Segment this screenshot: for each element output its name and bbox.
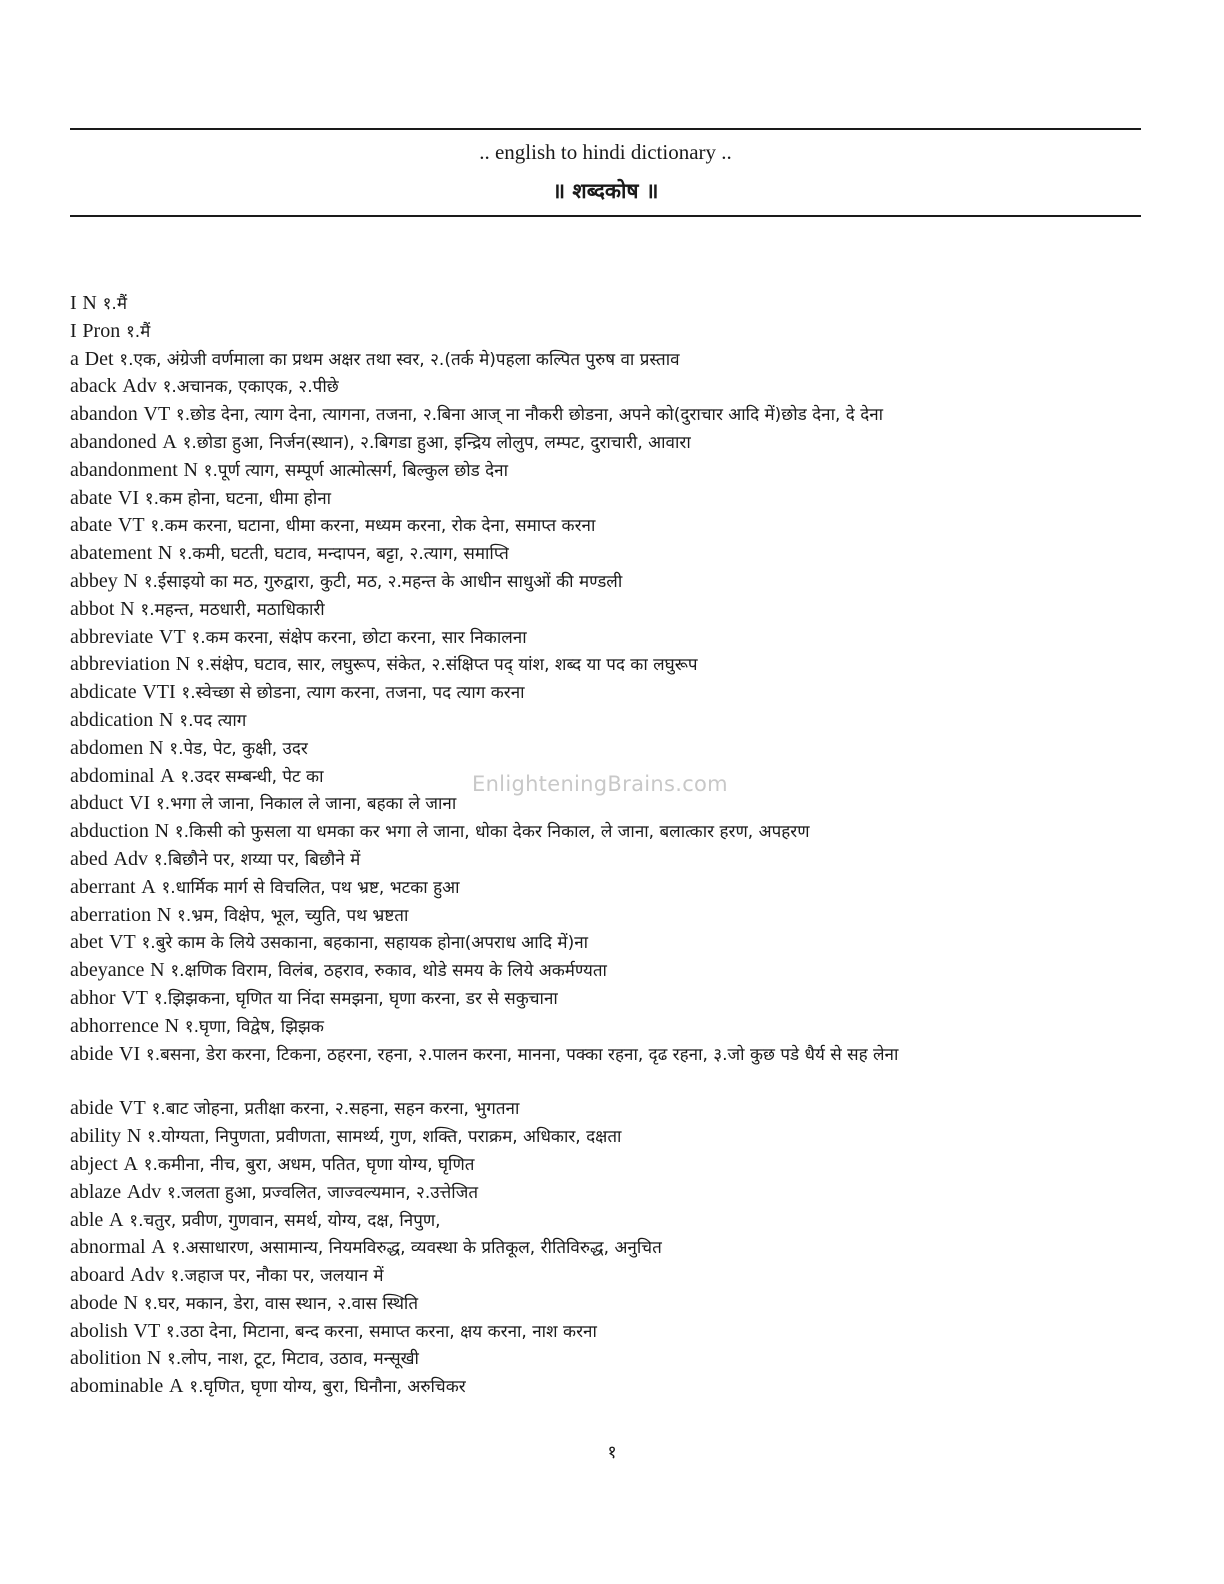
entry-part-of-speech: A	[160, 764, 175, 787]
entry-part-of-speech: VT	[121, 986, 148, 1009]
entry-part-of-speech: VT	[133, 1319, 161, 1342]
entry-definition: १.बाट जोहना, प्रतीक्षा करना, २.सहना, सहन करना, भुगतना	[151, 1099, 520, 1120]
entry-part-of-speech: N	[159, 708, 174, 731]
entry-definition: १.पेड, पेट, कुक्षी, उदर	[169, 738, 308, 759]
dictionary-entry	[70, 373, 1145, 401]
entry-definition: १.छोडा हुआ, निर्जन(स्थान), २.बिगडा हुआ, इन्द्रिय लोलुप, लम्पट, दुराचारी, आवारा	[182, 432, 691, 453]
entry-part-of-speech: VT	[159, 625, 186, 648]
entry-headword: able	[70, 1208, 104, 1231]
entry-headword: abolish	[70, 1319, 128, 1342]
dictionary-entry	[70, 1234, 1145, 1262]
entry-headword: abdominal	[70, 764, 155, 787]
entry-definition: १.भ्रम, विक्षेप, भूल, च्युति, पथ भ्रष्टता	[177, 905, 409, 926]
entry-definition: १.कम करना, संक्षेप करना, छोटा करना, सार निकालना	[191, 627, 527, 648]
entry-part-of-speech: N	[123, 1291, 138, 1314]
dictionary-entry	[70, 957, 1145, 985]
entry-definition: १.धार्मिक मार्ग से विचलित, पथ भ्रष्ट, भटका हुआ	[161, 877, 460, 898]
entry-headword: I	[70, 319, 77, 342]
entry-definition: १.बिछौने पर, शय्या पर, बिछौने में	[153, 849, 361, 870]
entry-definition: १.कम होना, घटना, धीमा होना	[144, 488, 332, 509]
entry-definition: १.पद त्याग	[179, 710, 247, 731]
dictionary-subtitle: .. english to hindi dictionary ..	[479, 140, 732, 164]
entry-definition: १.उठा देना, मिटाना, बन्द करना, समाप्त करना, क्षय करना, नाश करना	[165, 1321, 597, 1342]
dictionary-entry	[70, 624, 1145, 652]
entry-definition: १.चतुर, प्रवीण, गुणवान, समर्थ, योग्य, दक्ष, निपुण,	[129, 1210, 441, 1231]
entry-part-of-speech: A	[162, 430, 177, 453]
entry-part-of-speech: A	[109, 1208, 124, 1231]
dictionary-entry	[70, 1345, 1145, 1373]
entry-definition: १.उदर सम्बन्धी, पेट का	[180, 766, 324, 787]
entry-headword: abode	[70, 1291, 118, 1314]
entry-headword: abbey	[70, 569, 118, 592]
entry-definition: १.असाधारण, असामान्य, नियमविरुद्ध, व्यवस्था के प्रतिकूल, रीतिविरुद्ध, अनुचित	[171, 1238, 662, 1259]
entry-definition: १.किसी को फुसला या धमका कर भगा ले जाना, धोका देकर निकाल, ले जाना, बलात्कार हरण, अपहरण	[174, 822, 810, 843]
entry-headword: a	[70, 347, 79, 370]
entry-definition: १.झिझकना, घृणित या निंदा समझना, घृणा करना, डर से सकुचाना	[153, 988, 558, 1009]
entry-part-of-speech: N	[123, 569, 138, 592]
dictionary-entry	[70, 290, 1145, 318]
entry-headword: abeyance	[70, 959, 145, 982]
entry-definition: १.बसना, डेरा करना, टिकना, ठहरना, रहना, २.पालन करना, मानना, पक्का रहना, दृढ रहना, ३.जो कुछ पडे धैर्य से सह लेना	[145, 1044, 899, 1065]
entry-definition: १.मैं	[102, 294, 128, 314]
dictionary-entry	[70, 485, 1145, 513]
entry-definition: १.योग्यता, निपुणता, प्रवीणता, सामर्थ्य, गुण, शक्ति, पराक्रम, अधिकार, दक्षता	[147, 1127, 622, 1148]
entry-headword: aback	[70, 375, 117, 398]
entry-part-of-speech: Adv	[113, 847, 148, 870]
entry-list	[70, 290, 1145, 1401]
dictionary-entry	[70, 1041, 1145, 1069]
entry-headword: abduction	[70, 820, 149, 843]
dictionary-entry	[70, 512, 1145, 540]
entry-headword: abide	[70, 1097, 114, 1120]
dictionary-title: ॥ शब्दकोष ॥	[552, 179, 659, 203]
entry-definition: १.घृणित, घृणा योग्य, बुरा, घिनौना, अरुचिकर	[189, 1377, 466, 1398]
entry-definition: १.जलता हुआ, प्रज्वलित, जाज्वल्यमान, २.उत्तेजित	[167, 1182, 479, 1203]
entry-part-of-speech: N	[82, 292, 97, 314]
dictionary-entry	[70, 1207, 1145, 1235]
entry-part-of-speech: Det	[84, 347, 114, 370]
entry-headword: abhorrence	[70, 1014, 159, 1037]
dictionary-entry	[70, 1373, 1145, 1401]
entry-headword: abdomen	[70, 736, 144, 759]
entry-definition: १.अचानक, एकाएक, २.पीछे	[162, 377, 339, 398]
dictionary-entry	[70, 429, 1145, 457]
dictionary-entry	[70, 1262, 1145, 1290]
entry-headword: abolition	[70, 1347, 142, 1370]
entry-headword: abnormal	[70, 1236, 146, 1259]
entry-headword: abed	[70, 847, 108, 870]
entry-definition: १.ईसाइयो का मठ, गुरुद्वारा, कुटी, मठ, २.महन्त के आधीन साधुओं की मण्डली	[143, 571, 623, 592]
entry-part-of-speech: N	[154, 820, 170, 843]
dictionary-entry	[70, 401, 1145, 429]
dictionary-entry	[70, 568, 1145, 596]
entry-headword: abdication	[70, 708, 154, 731]
entry-definition: १.भगा ले जाना, निकाल ले जाना, बहका ले जाना	[155, 794, 457, 815]
entry-headword: abbot	[70, 597, 115, 620]
entry-headword: aboard	[70, 1264, 125, 1287]
entry-headword: ablaze	[70, 1180, 122, 1203]
entry-definition: १.एक, अंग्रेजी वर्णमाला का प्रथम अक्षर तथा स्वर, २.(तर्क मे)पहला कल्पित पुरुष वा प्रस्ताव	[119, 349, 680, 370]
entry-part-of-speech: N	[149, 736, 164, 759]
entry-part-of-speech: Pron	[82, 319, 121, 342]
entry-headword: aberration	[70, 903, 152, 926]
entry-part-of-speech: N	[156, 903, 172, 926]
entry-headword: abate	[70, 514, 113, 537]
entry-headword: abbreviate	[70, 625, 154, 648]
entry-part-of-speech: A	[123, 1152, 138, 1175]
entry-headword: abatement	[70, 542, 153, 565]
entry-definition: १.कम करना, घटाना, धीमा करना, मध्यम करना, रोक देना, समाप्त करना	[150, 516, 596, 537]
entry-definition: १.महन्त, मठधारी, मठाधिकारी	[140, 599, 325, 620]
entry-part-of-speech: Adv	[130, 1264, 165, 1287]
entry-definition: १.स्वेच्छा से छोडना, त्याग करना, तजना, पद त्याग करना	[181, 683, 525, 704]
entry-definition: १.कमीना, नीच, बुरा, अधम, पतित, घृणा योग्य, घृणित	[143, 1154, 475, 1175]
entry-part-of-speech: VTI	[142, 681, 176, 704]
entry-part-of-speech: A	[141, 875, 156, 898]
entry-part-of-speech: N	[164, 1014, 180, 1037]
entry-headword: abandonment	[70, 458, 178, 481]
dictionary-entry	[70, 818, 1145, 846]
dictionary-entry	[70, 902, 1145, 930]
header-bottom-rule	[70, 215, 1141, 217]
entry-headword: abduct	[70, 792, 124, 815]
entry-part-of-speech: N	[175, 653, 191, 676]
entry-headword: abbreviation	[70, 653, 170, 676]
header-top-rule	[70, 128, 1141, 130]
entry-definition: १.लोप, नाश, टूट, मिटाव, उठाव, मन्सूखी	[167, 1349, 419, 1370]
entry-part-of-speech: A	[169, 1375, 184, 1398]
entry-part-of-speech: VT	[143, 403, 171, 426]
entry-headword: abandoned	[70, 430, 157, 453]
entry-part-of-speech: N	[157, 542, 173, 565]
dictionary-entry	[70, 1318, 1145, 1346]
dictionary-entry	[70, 874, 1145, 902]
dictionary-entry	[70, 679, 1145, 707]
entry-part-of-speech: N	[120, 597, 135, 620]
dictionary-entry	[70, 707, 1145, 735]
entry-headword: abominable	[70, 1375, 164, 1398]
dictionary-entry	[70, 457, 1145, 485]
dictionary-entry	[70, 985, 1145, 1013]
entry-part-of-speech: A	[151, 1236, 166, 1259]
entry-headword: abate	[70, 486, 113, 509]
entry-part-of-speech: N	[126, 1125, 142, 1148]
entry-part-of-speech: Adv	[126, 1180, 162, 1203]
dictionary-entry	[70, 1151, 1145, 1179]
entry-part-of-speech: VT	[117, 514, 145, 537]
entry-part-of-speech: N	[183, 458, 198, 481]
entry-part-of-speech: VI	[117, 486, 140, 509]
entry-headword: abet	[70, 931, 104, 954]
entry-headword: abandon	[70, 403, 138, 426]
dictionary-entry	[70, 318, 1145, 346]
entry-part-of-speech: N	[146, 1347, 162, 1370]
dictionary-entry	[70, 735, 1145, 763]
entry-definition: १.जहाज पर, नौका पर, जलयान में	[170, 1266, 384, 1287]
page-number: १	[607, 1442, 617, 1463]
entry-part-of-speech: VT	[109, 931, 136, 954]
entry-definition: १.कमी, घटती, घटाव, मन्दापन, बट्टा, २.त्याग, समाप्ति	[178, 544, 509, 565]
entry-definition: १.क्षणिक विराम, विलंब, ठहराव, रुकाव, थोडे समय के लिये अकर्मण्यता	[170, 961, 607, 982]
entry-headword: abdicate	[70, 681, 137, 704]
entry-headword: aberrant	[70, 875, 136, 898]
entry-part-of-speech: Adv	[122, 375, 157, 398]
entry-part-of-speech: VI	[129, 792, 151, 815]
entry-part-of-speech: N	[150, 959, 165, 982]
dictionary-entry	[70, 540, 1145, 568]
entry-definition: १.बुरे काम के लिये उसकाना, बहकाना, सहायक होना(अपराध आदि में)ना	[141, 933, 589, 954]
entry-headword: I	[70, 292, 77, 314]
entry-part-of-speech: VT	[119, 1097, 146, 1120]
entry-headword: ability	[70, 1125, 122, 1148]
watermark: EnlighteningBrains.com	[472, 772, 728, 796]
dictionary-entry	[70, 1013, 1145, 1041]
entry-definition: १.घृणा, विद्वेष, झिझक	[184, 1016, 324, 1037]
entry-definition: १.संक्षेप, घटाव, सार, लघुरूप, संकेत, २.संक्षिप्त पद् यांश, शब्द या पद का लघुरूप	[195, 655, 698, 676]
entry-definition: १.छोड देना, त्याग देना, त्यागना, तजना, २.बिना आज् ना नौकरी छोडना, अपने को(दुराचार आदि में)छोड देना, दे देना	[175, 405, 884, 426]
entry-headword: abide	[70, 1042, 114, 1065]
dictionary-entry	[70, 929, 1145, 957]
dictionary-entry	[70, 346, 1145, 374]
entry-definition: १.घर, मकान, डेरा, वास स्थान, २.वास स्थिति	[143, 1293, 419, 1314]
dictionary-entry	[70, 846, 1145, 874]
dictionary-entry	[70, 651, 1145, 679]
entry-headword: abhor	[70, 986, 116, 1009]
dictionary-entry	[70, 1123, 1145, 1151]
dictionary-entry	[70, 596, 1145, 624]
entry-definition: १.मैं	[125, 321, 151, 342]
entry-headword: abject	[70, 1152, 118, 1175]
entry-definition: १.पूर्ण त्याग, सम्पूर्ण आत्मोत्सर्ग, बिल्कुल छोड देना	[203, 460, 509, 481]
dictionary-entry	[70, 1179, 1145, 1207]
dictionary-entry	[70, 1290, 1145, 1318]
entry-part-of-speech: VI	[119, 1042, 141, 1065]
dictionary-entry	[70, 1095, 1145, 1123]
